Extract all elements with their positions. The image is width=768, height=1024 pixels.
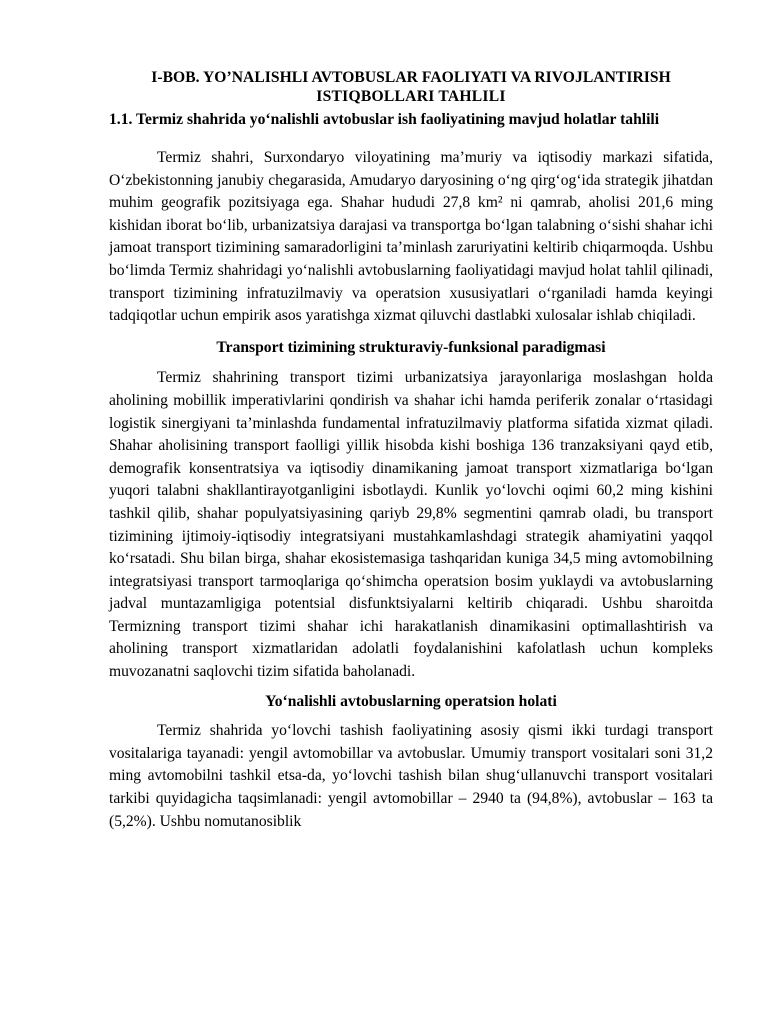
- heading-operational-status: Yo‘nalishli avtobuslarning operatsion holati: [265, 692, 557, 710]
- chapter-title-line-1: I-BOB. YO’NALISHLI AVTOBUSLAR FAOLIYATI VA RIVOJLANTIRISH: [151, 69, 671, 86]
- section-title: 1.1. Termiz shahrida yo‘nalishli avtobuslar ish faoliyatining mavjud holatlar tahlili: [109, 111, 660, 128]
- document-body: [109, 68, 713, 833]
- paragraph-3: Termiz shahrida yo‘lovchi tashish faoliyatining asosiy qismi ikki turdagi transport vositalariga tayanadi: yengil avtomobillar va avtobuslar. Umumiy transport vositalari soni 31,2 ming avtomobilni tashkil etsa-da, yo‘lovchi tashish bilan shug‘ullanuvchi transport vositalari tarkibi quyidagicha taqsimlanadi: yengil avtomobillar – 2940 ta (94,8%), avtobuslar – 163 ta (5,2%). Ushbu nomutanosiblik: [109, 722, 713, 830]
- heading-transport-paradigm: Transport tizimining strukturaviy-funksional paradigmasi: [216, 338, 606, 356]
- paragraph-1: Termiz shahri, Surxondaryo viloyatining ma’muriy va iqtisodiy markazi sifatida, O‘zbekistonning janubiy chegarasida, Amudaryo daryosining o‘ng qirg‘og‘ida strategik jihatdan muhim geografik pozitsiyaga ega. Shahar hududi 27,8 km² ni qamrab, aholisi 201,6 ming kishidan iborat bo‘lib, urbanizatsiya darajasi va transportga bo‘lgan talabning o‘sishi shahar ichi jamoat transport tizimining samaradorligini ta’minlash zaruriyatini keltirib chiqarmoqda. Ushbu bo‘limda Termiz shahridagi yo‘nalishli avtobuslarning faoliyatidagi mavjud holat tahlil qilinadi, transport tizimining infratuzilmaviy va operatsion xususiyatlari o‘rganiladi hamda keyingi tadqiqotlar uchun empirik asos yaratishga xizmat qiluvchi dastlabki xulosalar ishlab chiqiladi.: [109, 149, 713, 325]
- chapter-title-line-2: ISTIQBOLLARI TAHLILI: [316, 88, 506, 105]
- paragraph-2: Termiz shahrining transport tizimi urbanizatsiya jarayonlariga moslashgan holda aholining mobillik imperativlarini qondirish va shahar ichi hamda periferik zonalar o‘rtasidagi logistik sinergiyani ta’minlashda fundamental infratuzilmaviy platforma sifatida xizmat qiladi. Shahar aholisining transport faolligi yillik hisobda kishi boshiga 136 tranzaksiyani qayd etib, demografik konsentratsiya va iqtisodiy dinamikaning jamoat transport xizmatlariga bo‘lgan yuqori talabni shakllantirayotganligini isbotlaydi. Kunlik yo‘lovchi oqimi 60,2 ming kishini tashkil qilib, shahar populyatsiyasining qariyb 29,8% segmentini qamrab oladi, bu transport tizimining ijtimoiy-iqtisodiy integratsiyani mustahkamlashdagi strategik ahamiyatini yaqqol ko‘rsatadi. Shu bilan birga, shahar ekosistemasiga tashqaridan kuniga 34,5 ming avtomobilning integratsiyasi transport tarmoqlariga qo‘shimcha operatsion bosim yuklaydi va avtobuslarning jadval muntazamligiga potentsial disfunktsiyalarni keltirib chiqaradi. Ushbu sharoitda Termizning transport tizimi shahar ichi harakatlanish dinamikasini optimallashtirish va aholining transport xizmatlaridan adolatli foydalanishini kafolatlash uchun kompleks muvozanatni saqlovchi tizim sifatida baholanadi.: [109, 369, 713, 681]
